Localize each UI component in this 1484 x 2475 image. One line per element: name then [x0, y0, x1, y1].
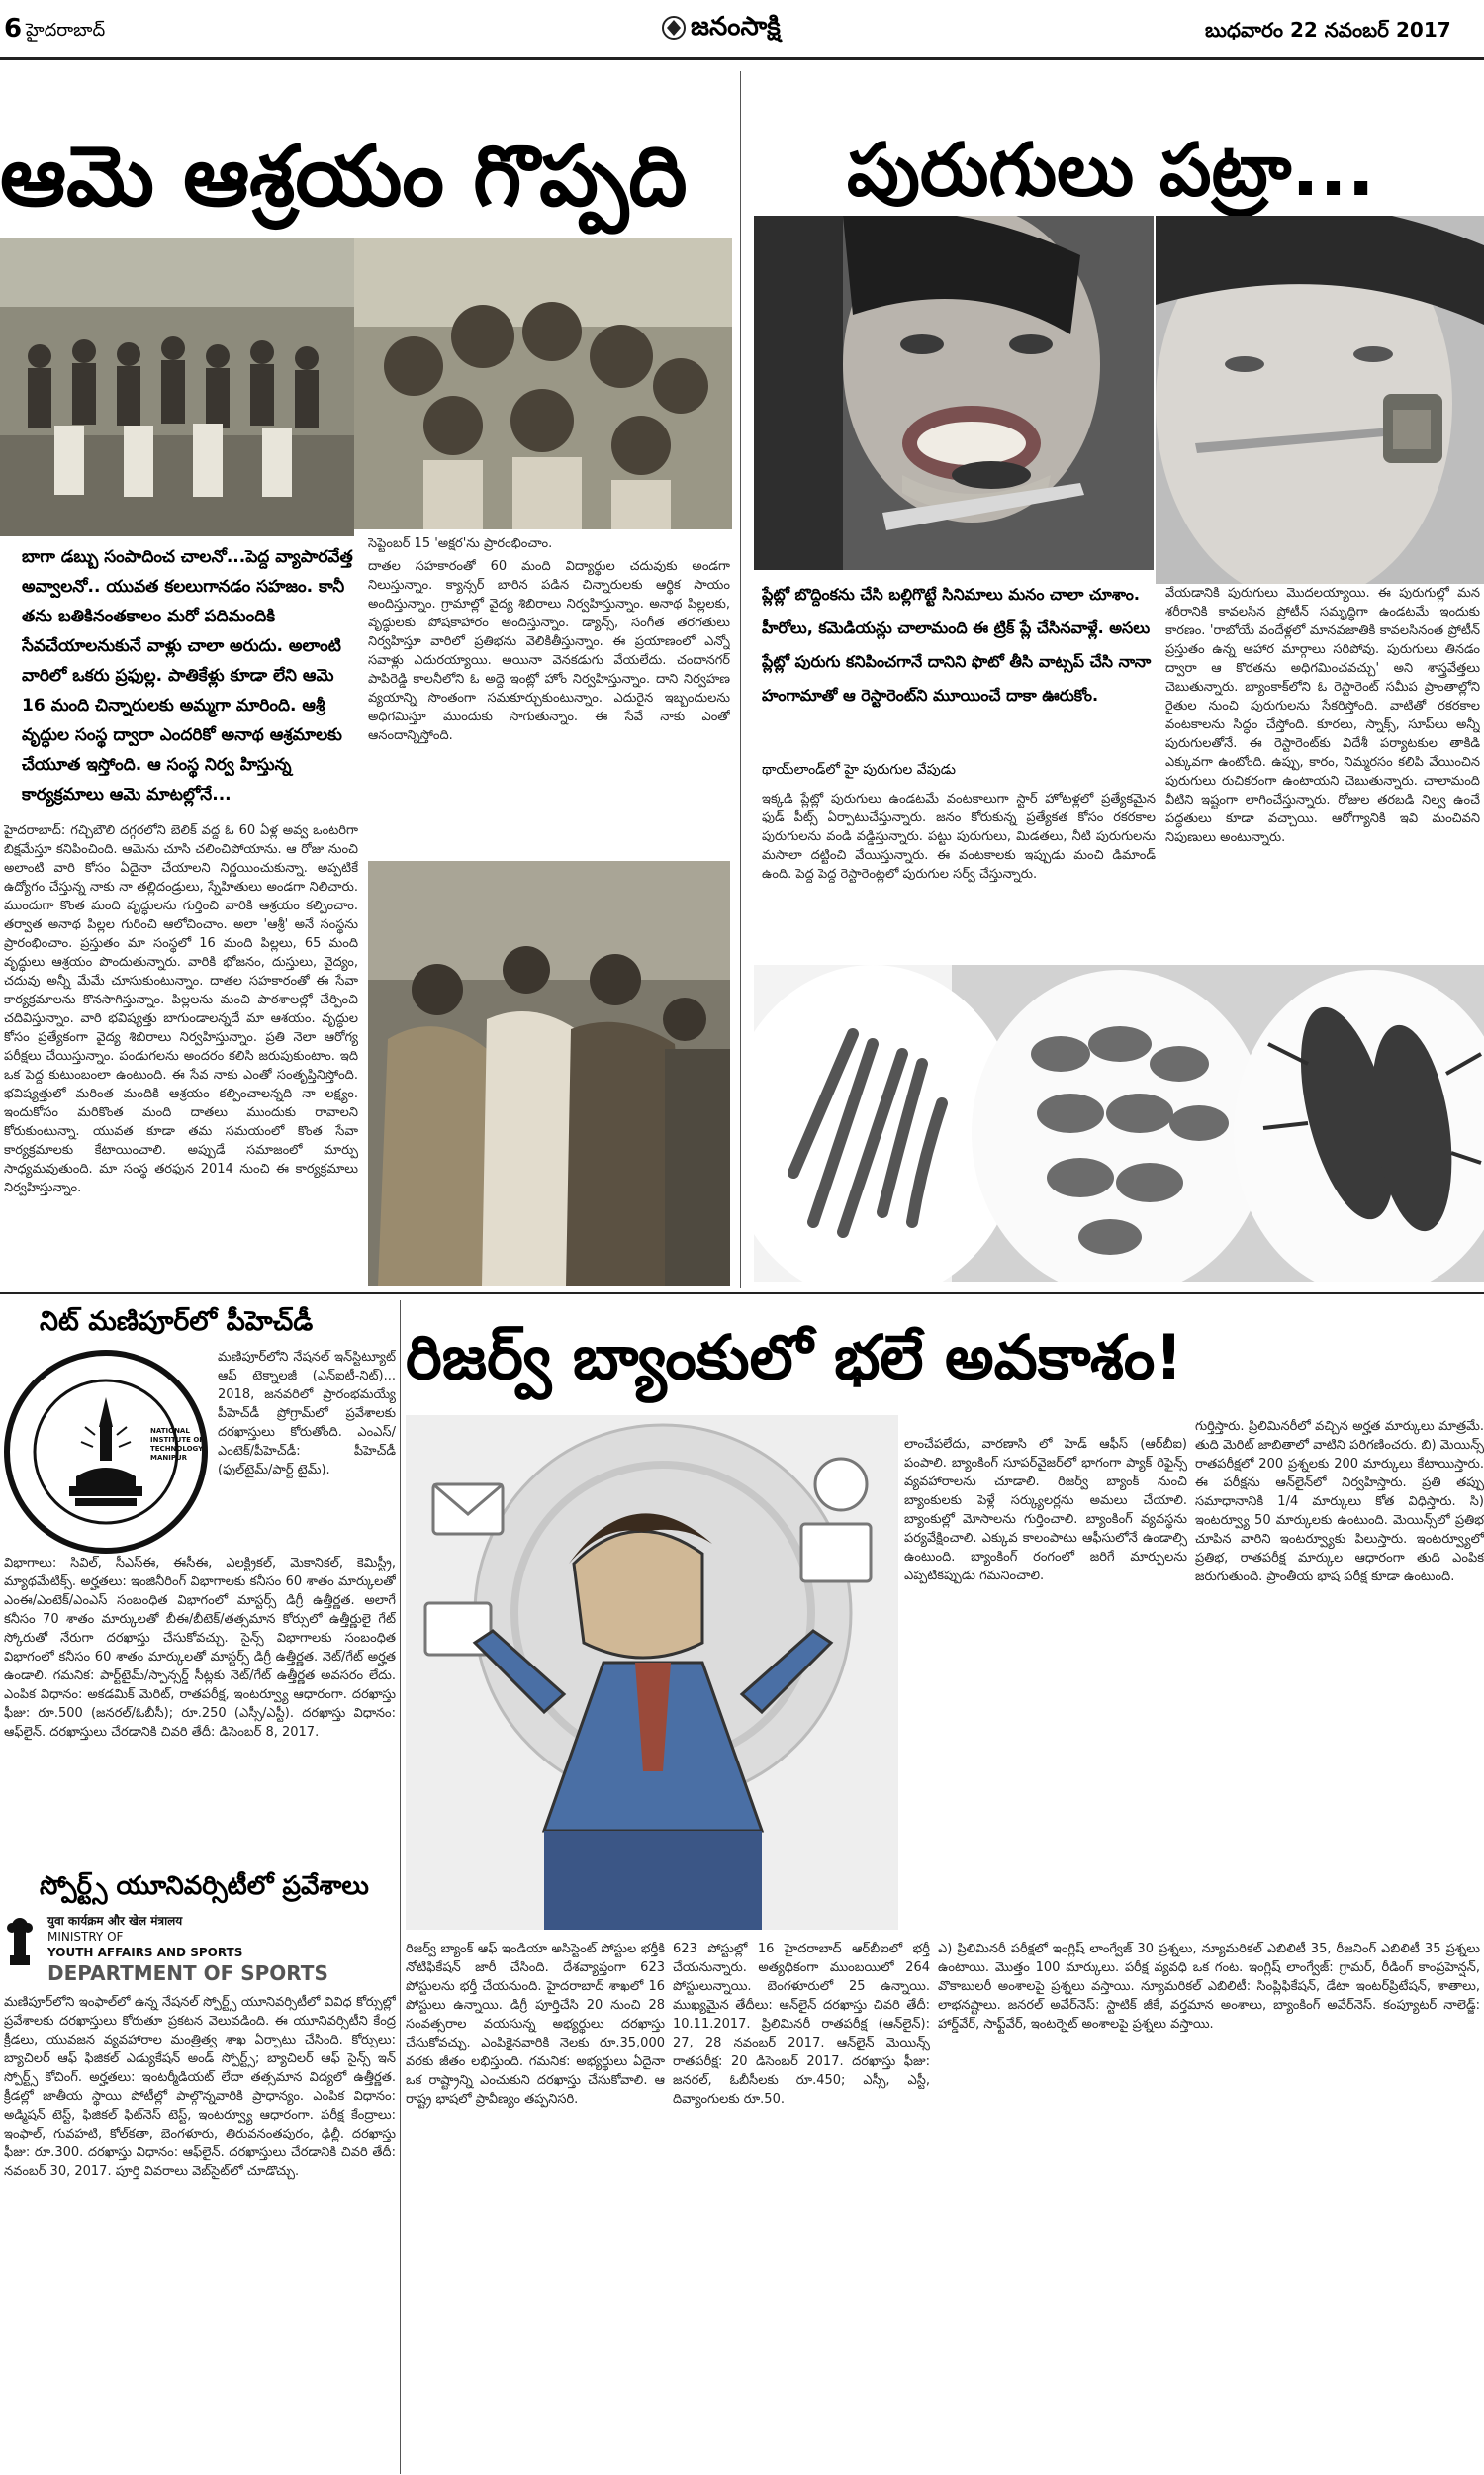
story2-body-left: ఇక్కడి ప్లేట్లో పురుగులు ఉండటమే వంటకాలుగా స్టార్ హోటళ్లలో ప్రత్యేకమైన ఫుడ్ పీట్స్ ఏర్పాటుచేస్తున్నారు. జనం కోరుకున్న ప్రత్యేకత కోసం రకరకాల పురుగులను వండి వడ్డిస్తున్నారు. పట్టు పురుగులు, మిడతలు, నీటి పురుగులను మసాలా దట్టించి వేయిస్తున్నారు. ఈ వంటకాలకు ఇప్పుడు మంచి డిమాండ్ ఉంది. పెద్ద పెద్ద రెస్టారెంట్లలో పురుగుల సర్వ్ చేస్తున్నారు. [762, 792, 1156, 882]
column-divider-bottom [400, 1300, 401, 2474]
city-label: హైదరాబాద్ [26, 20, 106, 41]
paper-name: జనంసాక్షి [691, 12, 781, 42]
story5-headline: రిజర్వ్ బ్యాంకులో భలే అవకాశం! [406, 1321, 1183, 1393]
story5-col2: గుర్తిస్తారు. ప్రిలిమినరీలో వచ్చిన అర్హత మార్కులు మాత్రమే. తుది మెరిట్ జాబితాలో వాటిని పరిగణించరు. బి) మెయిన్స్ రాతపరీక్షలో 200 ప్రశ్నలకు 200 మార్కులు కేటాయిస్తారు. ఈ పరీక్షను ఆన్‌లైన్‌లో నిర్వహిస్తారు. ప్రతి తప్పు సమాధానానికి 1/4 మార్కులు కోత విధిస్తారు. సి) ఇంటర్వ్యూ 50 మార్కులకు ఉంటుంది. మెయిన్స్‌లో ప్రతిభ చూపిన వారిని ఇంటర్వ్యూకు పిలుస్తారు. ఇంటర్వ్యూలో ప్రతిభ, రాతపరీక్ష మార్కుల ఆధారంగా తుది ఎంపిక జరుగుతుంది. ప్రాంతీయ భాష పరీక్ష కూడా ఉంటుంది. [1195, 1419, 1484, 1584]
story3-headline: నిట్ మణిపూర్‌లో పీహెచ్‌డీ [40, 1306, 314, 1337]
ministry-line1: MINISTRY OF [47, 1930, 124, 1944]
story4-headline: స్పోర్ట్స్ యూనివర్సిటీలో ప్రవేశాలు [40, 1871, 369, 1901]
section-divider [0, 1292, 1484, 1294]
story2-headline: పురుగులు పట్రా... [847, 128, 1375, 213]
story5-col5: ఎ) ప్రిలిమినరీ పరీక్షలో ఇంగ్లిష్ లాంగ్వేజ్ 30 ప్రశ్నలు, న్యూమరికల్ ఎబిలిటీ 35, రీజనింగ్ ఎబిలిటీ 35 ప్రశ్నలు ఉంటాయి. మొత్తం 100 మార్కులు. పరీక్ష వ్యవధి ఒక గంట. ఇంగ్లిష్ లాంగ్వేజ్: గ్రామర్, రీడింగ్ కాంప్రహెన్షన్, వొకాబులరీ అంశాలపై ప్రశ్నలు వస్తాయి. న్యూమరికల్ ఎబిలిటీ: సింప్లిఫికేషన్, డేటా ఇంటర్‌ప్రిటేషన్, శాతాలు, లాభనష్టాలు. జనరల్ అవేర్‌నెస్: స్టాటిక్ జీకే, వర్తమాన అంశాలు, బ్యాంకింగ్ అవేర్‌నెస్. కంప్యూటర్ నాలెడ్జ్: హార్డ్‌వేర్, సాఫ్ట్‌వేర్, ఇంటర్నెట్ అంశాలపై ప్రశ్నలు వస్తాయి. [938, 1942, 1480, 2032]
story3-body-full: విభాగాలు: సివిల్, సీఎస్ఈ, ఈసీఈ, ఎలక్ట్రికల్, మెకానికల్, కెమిస్ట్రీ, మ్యాథమేటిక్స్. అర్హతలు: ఇంజినీరింగ్ విభాగాలకు కనీసం 60 శాతం మార్కులతో ఎంఈ/ఎంటెక్/ఎంఎస్ సంబంధిత విభాగంలో మాస్టర్స్ డిగ్రీ ఉత్తీర్ణత. అలాగే కనీసం 70 శాతం మార్కులతో బీఈ/బీటెక్/తత్సమాన కోర్సులో ఉత్తీర్ణులై గేట్ స్కోరుతో నేరుగా దరఖాస్తు చేసుకోవచ్చు. సైన్స్ విభాగాలకు సంబంధిత విభాగంలో కనీసం 60 శాతం మార్కులతో మాస్టర్స్ డిగ్రీ ఉత్తీర్ణత. నెట్/గేట్ అర్హత ఉండాలి. గమనిక: పార్ట్‌టైమ్/స్పాన్సర్డ్ సీట్లకు నెట్/గేట్ ఉత్తీర్ణత అవసరం లేదు. ఎంపిక విధానం: అకడమిక్ మెరిట్, రాతపరీక్ష, ఇంటర్వ్యూ ఆధారంగా. దరఖాస్తు ఫీజు: రూ.500 (జనరల్/ఓబీసీ); రూ.250 (ఎస్సీ/ఎస్టీ). దరఖాస్తు విధానం: ఆఫ్‌లైన్. దరఖాస్తులు చేరడానికి చివరి తేదీ: డిసెంబర్ 8, 2017. [4, 1556, 396, 1740]
nit-manipur-logo [2, 1348, 210, 1556]
story1-body-right [368, 534, 730, 846]
rbi-job-illustration [406, 1415, 898, 1930]
page-number: 6 [4, 14, 23, 44]
masthead-rule [0, 57, 1484, 60]
story1-headline: ఆమె ఆశ్రయం గొప్పది [0, 128, 688, 225]
story5-col3: రిజర్వ్ బ్యాంక్ ఆఫ్ ఇండియా అసిస్టెంట్ పోస్టుల భర్తీకి నోటిఫికేషన్ జారీ చేసింది. దేశవ్యాప్తంగా 623 పోస్టులను భర్తీ చేయనుంది. హైదరాబాద్ శాఖలో 16 పోస్టులు ఉన్నాయి. డిగ్రీ పూర్తిచేసి 20 నుంచి 28 సంవత్సరాల వయసున్న అభ్యర్థులు దరఖాస్తు చేసుకోవచ్చు. ఎంపికైనవారికి నెలకు రూ.35,000 వరకు జీతం లభిస్తుంది. గమనిక: అభ్యర్థులు ఏదైనా ఒక రాష్ట్రాన్ని ఎంచుకుని దరఖాస్తు చేసుకోవాలి. ఆ రాష్ట్ర భాషలో ప్రావీణ్యం తప్పనిసరి. [406, 1942, 665, 2107]
elderly-women-photo [368, 861, 730, 1286]
issue-date: బుధవారం 22 నవంబర్ 2017 [1205, 18, 1451, 42]
story5-col1: లాంచేపలేదు, వారణాసి లో హెడ్ ఆఫీస్ (ఆర్‌బీఐ) పంపాలి. బ్యాంకింగ్ సూపర్‌వైజర్‌లో భాగంగా ప్యాక్ రిఫైన్స్ వ్యవహారాలను చూడాలి. రిజర్వ్ బ్యాంక్ నుంచి బ్యాంకులకు పెళ్లే సర్క్యులర్లను అమలు చేయాలి. బ్యాంకుల్లో మోసాలను గుర్తించాలి. బ్యాంకింగ్ వ్యవస్థను పర్యవేక్షించాలి. ఎక్కువ కాలంపాటు ఆఫీసులోనే ఉండాల్సి ఉంటుంది. బ్యాంకింగ్ రంగంలో జరిగే మార్పులను ఎప్పటికప్పుడు గమనించాలి. [904, 1437, 1187, 1583]
smiling-children-photo [354, 238, 732, 529]
story2-subhead: థాయ్‌లాండ్‌లో హై పురుగుల వేపుడు [762, 762, 956, 778]
masthead [0, 0, 1484, 61]
story1-body-right-text: దాతల సహకారంతో 60 మంది విద్యార్థుల చదువుకు అండగా నిలుస్తున్నాం. క్యాన్సర్ బారిన పడిన చిన్నారులకు ఆర్థిక సాయం అందిస్తున్నాం. గ్రామాల్లో వైద్య శిబిరాలు నిర్వహిస్తున్నాం. అనాథ పిల్లలకు, వృద్ధులకు పోషకాహారం అందిస్తున్నాం. డ్యాన్స్, సంగీత తరగతులు నిర్వహిస్తూ వారిలో ప్రతిభను వెలికితీస్తున్నాం. ఈ ప్రయాణంలో ఎన్నో సవాళ్లు ఎదురయ్యాయి. అయినా వెనకడుగు వేయలేదు. చందానగర్ పాపిరెడ్డి కాలనీలోని ఓ అద్దె ఇంట్లో హోం నిర్వహిస్తున్నాం. దాని నిర్వహణ వ్యయాన్ని సొంతంగా సమకూర్చుకుంటున్నాం. ఎదురైన ఇబ్బందులను అధిగమిస్తూ ముందుకు సాగుతున్నాం. ఈ సేవే నాకు ఎంతో ఆనందాన్నిస్తోంది. [368, 559, 730, 743]
story1-deck: బాగా డబ్బు సంపాదించ చాలనో...పెద్ద వ్యాపారవేత్త అవ్వాలనో.. యువత కలలుగానడం సహజం. కానీ తను బతికినంతకాలం మరో పదిమందికి సేవచేయాలనుకునే వాళ్లు చాలా అరుదు. అలాంటి వారిలో ఒకరు ప్రఫుల్ల. పాతికేళ్లు కూడా లేని ఆమె 16 మంది చిన్నారులకు అమ్మగా మారింది. ఆశ్రీ వృద్ధుల సంస్థ ద్వారా ఎందరికో అనాథ ఆశ్రమాలకు చేయూత ఇస్తోంది. ఆ సంస్థ నిర్వ హిస్తున్న కార్యక్రమాలు ఆమె మాటల్లోనే... [22, 547, 353, 805]
department-of-sports: DEPARTMENT OF SPORTS [47, 1961, 328, 1985]
photo-caption: సెప్టెంబర్ 15 'అక్షర'ను ప్రారంభించాం. [368, 536, 553, 551]
ministry-line2: YOUTH AFFAIRS AND SPORTS [47, 1946, 243, 1959]
story1-body-left: హైదరాబాద్: గచ్చిబౌలి దగ్గరలోని బెలిక్ వద్ద ఓ 60 ఏళ్ల అవ్వ ఒంటరిగా బిక్షమేస్తూ కనిపించింది. ఆమెను చూసి చలించిపోయాను. ఆ రోజు నుంచి అలాంటి వారి కోసం ఏదైనా చేయాలని నిర్ణయించుకున్నా. అప్పటికే ఉద్యోగం చేస్తున్న నాకు నా తల్లిదండ్రులు, స్నేహితులు అండగా నిలిచారు. ముందుగా కొంత మంది వృద్ధులను గుర్తించి వారికి ఆశ్రయం కల్పించాం. తర్వాత అనాథ పిల్లల గురించి ఆలోచించాం. అలా 'ఆశ్రీ' అనే సంస్థను ప్రారంభించాం. ప్రస్తుతం మా సంస్థలో 16 మంది పిల్లలు, 65 మంది వృద్ధులు ఆశ్రయం పొందుతున్నారు. వారికి భోజనం, దుస్తులు, వైద్యం, చదువు అన్నీ మేమే చూసుకుంటున్నాం. దాతల సహకారంతో ఈ సేవా కార్యక్రమాలను కొనసాగిస్తున్నాం. పిల్లలను మంచి పాఠశాలల్లో చేర్పించి చదివిస్తున్నాం. వారి భవిష్యత్తు బాగుండాలన్నదే మా ఆశయం. వృద్ధుల కోసం ప్రత్యేకంగా వైద్య శిబిరాలు నిర్వహిస్తున్నాం. ప్రతి నెలా ఆరోగ్య పరీక్షలు చేయిస్తున్నాం. పండుగలను అందరం కలిసి జరుపుకుంటాం. ఇది ఒక పెద్ద కుటుంబంలా ఉంటుంది. ఈ సేవ నాకు ఎంతో సంతృప్తినిస్తోంది. భవిష్యత్తులో మరింత మందికి ఆశ్రయం కల్పించాలన్నది నా లక్ష్యం. ఇందుకోసం మరికొంత మంది దాతలు ముందుకు రావాలని కోరుకుంటున్నా. యువత కూడా తమ సమయంలో కొంత సేవా కార్యక్రమాలకు కేటాయించాలి. అప్పుడే సమాజంలో మార్పు సాధ్యమవుతుంది. మా సంస్థ తరఫున 2014 నుంచి ఈ కార్యక్రమాలు నిర్వహిస్తున్నాం. [4, 823, 358, 1195]
story2-deck: ప్లేట్లో బొద్దింకను చేసి బల్లిగొట్టే సినిమాలు మనం చాలా చూశాం. హీరోలు, కమెడియన్లు చాలామంది ఈ ట్రిక్ ప్లే చేసినవాళ్లే. అసలు ప్లేట్లో పురుగు కనిపించగానే దానిని ఫొటో తీసి వాట్సప్ చేసి నానా హంగామాతో ఆ రెస్టారెంట్‌ని మూయించే దాకా ఊరుకోం. [762, 585, 1152, 705]
story4-body: మణిపూర్‌లోని ఇంఫాల్‌లో ఉన్న నేషనల్ స్పోర్ట్స్ యూనివర్సిటీలో వివిధ కోర్సుల్లో ప్రవేశాలకు దరఖాస్తులు కోరుతూ ప్రకటన వెలువడింది. ఈ యూనివర్సిటీని కేంద్ర క్రీడలు, యువజన వ్యవహారాల మంత్రిత్వ శాఖ ఏర్పాటు చేసింది. కోర్సులు: బ్యాచిలర్ ఆఫ్ ఫిజికల్ ఎడ్యుకేషన్ అండ్ స్పోర్ట్స్; బ్యాచిలర్ ఆఫ్ సైన్స్ ఇన్ స్పోర్ట్స్ కోచింగ్. అర్హతలు: ఇంటర్మీడియట్ లేదా తత్సమాన విద్యలో ఉత్తీర్ణత. క్రీడల్లో జాతీయ స్థాయి పోటీల్లో పాల్గొన్నవారికి ప్రాధాన్యం. ఎంపిక విధానం: అడ్మిషన్ టెస్ట్, ఫిజికల్ ఫిట్‌నెస్ టెస్ట్, ఇంటర్వ్యూ ఆధారంగా. పరీక్ష కేంద్రాలు: ఇంఫాల్, గువహటి, కోల్‌కతా, బెంగళూరు, తిరువనంతపురం, ఢిల్లీ. దరఖాస్తు ఫీజు: రూ.300. దరఖాస్తు విధానం: ఆఫ్‌లైన్. దరఖాస్తులు చేరడానికి చివరి తేదీ: నవంబర్ 30, 2017. పూర్తి వివరాలు వెబ్‌సైట్‌లో చూడొచ్చు. [4, 1995, 396, 2179]
column-divider-top [740, 71, 741, 1288]
newspaper-logo-icon [661, 14, 687, 42]
insect-dishes-photo [754, 965, 1484, 1282]
children-group-photo [0, 238, 354, 536]
boy-with-fork-photo [1156, 216, 1484, 584]
woman-eating-insects-photo [754, 216, 1154, 570]
ministry-hindi: युवा कार्यक्रम और खेल मंत्रालय [47, 1914, 183, 1928]
emblem-icon [4, 1912, 36, 1971]
story5-col4: 623 పోస్టుల్లో 16 హైదరాబాద్ ఆర్‌బీఐలో భర్తీ చేయనున్నారు. అత్యధికంగా ముంబయిలో 264 పోస్టులున్నాయి. బెంగళూరులో 25 ఉన్నాయి. ముఖ్యమైన తేదీలు: ఆన్‌లైన్ దరఖాస్తు చివరి తేదీ: 10.11.2017. ప్రిలిమినరీ రాతపరీక్ష (ఆన్‌లైన్): 27, 28 నవంబర్ 2017. ఆన్‌లైన్ మెయిన్స్ రాతపరీక్ష: 20 డిసెంబర్ 2017. దరఖాస్తు ఫీజు: జనరల్, ఓబీసీలకు రూ.450; ఎస్సీ, ఎస్టీ, దివ్యాంగులకు రూ.50. [673, 1942, 930, 2107]
story2-body-right: వేయడానికి పురుగులు మొదలయ్యాయి. ఈ పురుగుల్లో మన శరీరానికి కావలసిన ప్రోటీన్ సమృద్ధిగా ఉండటమే ఇందుకు కారణం. 'రాబోయే వందేళ్లలో మానవజాతికి కావలసినంత ప్రోటీన్ ప్రస్తుతం ఉన్న ఆహార మార్గాలు సరిపోవు. పురుగులు తినడం ద్వారా ఆ కొరతను అధిగమించవచ్చు' అని శాస్త్రవేత్తలు చెబుతున్నారు. బ్యాంకాక్‌లోని ఓ రెస్టారెంట్ సమీప ప్రాంతాల్లోని రైతుల నుంచి పురుగులను సేకరిస్తోంది. వాటితో రకరకాల వంటకాలను సిద్ధం చేస్తోంది. కూరలు, స్నాక్స్, సూప్‌లు అన్నీ పురుగులతోనే. ఈ రెస్టారెంట్‌కు విదేశీ పర్యాటకుల తాకిడి ఎక్కువగా ఉంటోంది. ఉప్పు, కారం, నిమ్మరసం కలిపి వేయించిన పురుగులు రుచికరంగా ఉంటాయని చెబుతున్నారు. చాలామంది వీటిని ఇష్టంగా లాగించేస్తున్నారు. రోజుల తరబడి నిల్వ ఉంచే పద్ధతులు కూడా వచ్చాయి. ఆరోగ్యానికి ఇవి మంచివని నిపుణులు అంటున్నారు. [1165, 586, 1480, 845]
nit-logo-text: NATIONAL INSTITUTE OF TECHNOLOGY MANIPUR [150, 1427, 205, 1462]
story3-body-side: మణిపూర్‌లోని నేషనల్ ఇన్‌స్టిట్యూట్ ఆఫ్ టెక్నాలజీ (ఎన్ఐటీ-నిట్)... 2018, జనవరిలో ప్రారంభమయ్యే పీహెచ్‌డీ ప్రోగ్రామ్‌లో ప్రవేశాలకు దరఖాస్తులు కోరుతోంది. ఎంఎస్‌/ఎంటెక్‌/పీహెచ్‌డీ: పీహెచ్‌డీ (ఫుల్‌టైమ్‌/పార్ట్ టైమ్). [218, 1350, 396, 1477]
